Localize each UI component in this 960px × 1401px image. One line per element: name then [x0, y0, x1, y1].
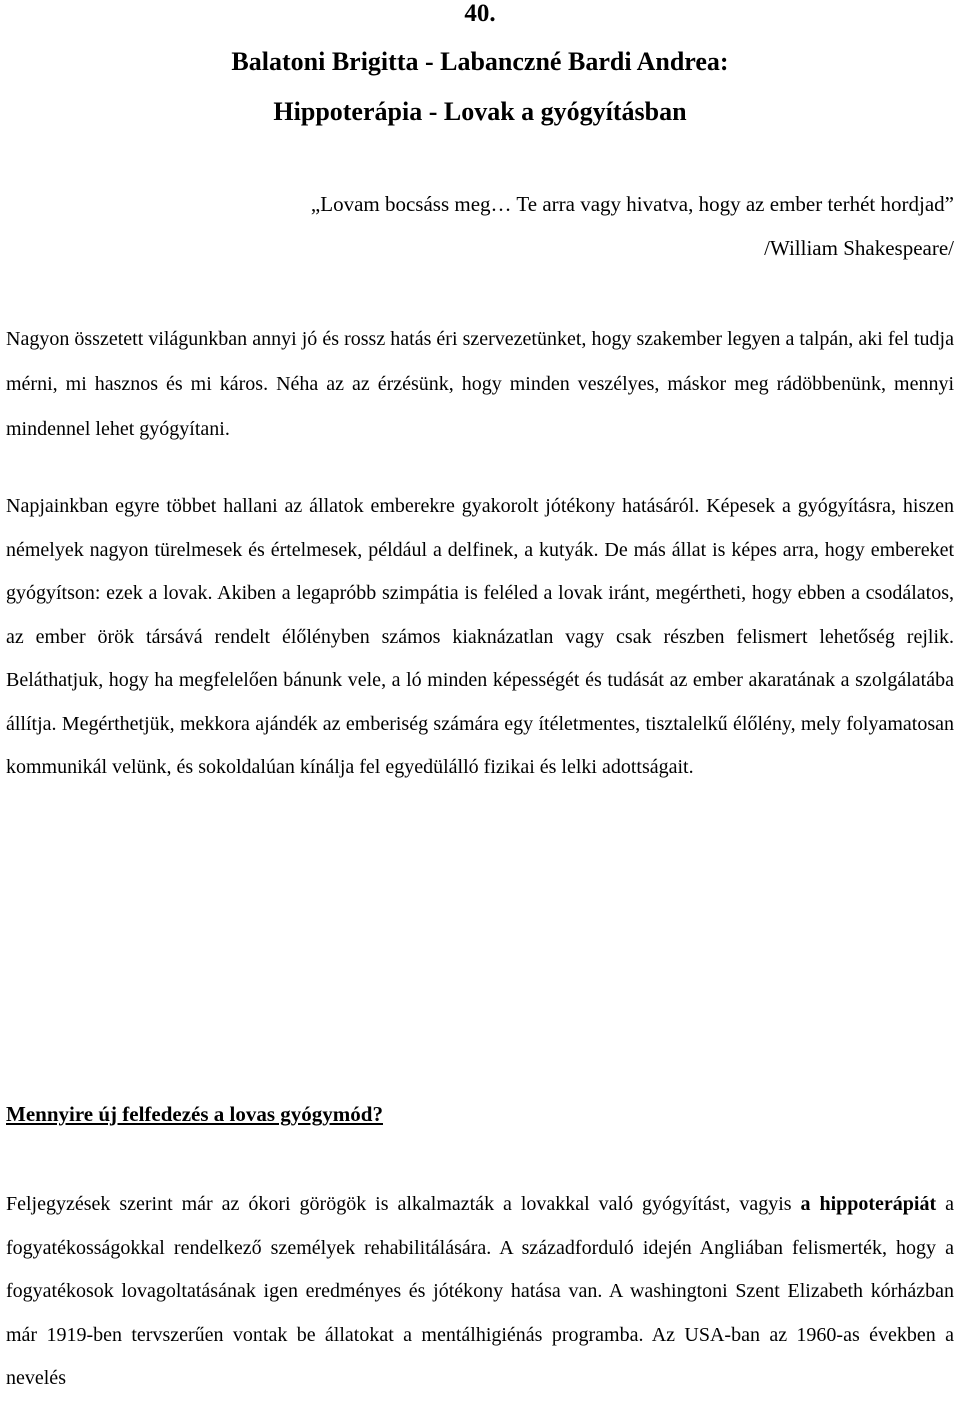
section-heading: Mennyire új felfedezés a lovas gyógymód?: [6, 1102, 383, 1126]
title-main: Hippoterápia - Lovak a gyógyításban: [273, 97, 687, 126]
motto-quote: „Lovam bocsáss meg… Te arra vagy hivatva, hogy az ember terhét hordjad”: [310, 192, 954, 216]
paragraph-intro: Nagyon összetett világunkban annyi jó és rossz hatás éri szervezetünket, hogy szakember legyen a talpán, aki fel tudja mérni, mi hasznos és mi káros. Néha az az érzésünk, hogy minden veszélyes, máskor meg rádöbbenünk, mennyi mindennel lehet gyógyítani.: [6, 328, 954, 440]
motto-author: /William Shakespeare/: [764, 236, 954, 260]
paragraph-animals: Napjainkban egyre többet hallani az állatok emberekre gyakorolt jótékony hatásáról. Képesek a gyógyításra, hiszen némelyek nagyon türelmesek és értelmesek, például a delfinek, a kutyák. De más állat is képes arra, hogy embereket gyógyítson: ezek a lovak. Akiben a legapróbb szimpátia is feléled a lovak iránt, megértheti, hogy ebben a csodálatos, az ember örök társává rendelt élőlényben számos kiaknázatlan vagy csak részben felismert lehetőség rejlik. Beláthatjuk, hogy ha megfelelően bánunk vele, a ló minden képességét és tudását az ember akaratának a szolgálatába állítja. Megérthetjük, mekkora ajándék az emberiség számára egy ítéletmentes, tisztalelkű élőlény, mely folyamatosan kommunikál velünk, és sokoldalúan kínálja fel egyedülálló fizikai és lelki adottságait.: [6, 495, 954, 778]
title-authors: Balatoni Brigitta - Labanczné Bardi Andrea:: [231, 47, 729, 76]
chapter-number: 40.: [464, 0, 496, 27]
paragraph-history-text-1: Feljegyzések szerint már az ókori görögök is alkalmazták a lovakkal való gyógyítást, vagyis: [6, 1193, 801, 1215]
hippotherapy-term: a hippoterápiát: [800, 1193, 937, 1215]
paragraph-history-text-2: a fogyatékosságokkal rendelkező személyek rehabilitálására. A századforduló idején Angliában felismerték, hogy a fogyatékosok lovagoltatásának igen eredményes és jótékony hatása van. A washingtoni Szent Elizabeth kórházban már 1919-ben tervszerűen vontak be állatokat a mentálhigiénás programba. Az USA-ban az 1960-as években a nevelés: [6, 1193, 954, 1389]
paragraph-history: [6, 1183, 954, 1401]
